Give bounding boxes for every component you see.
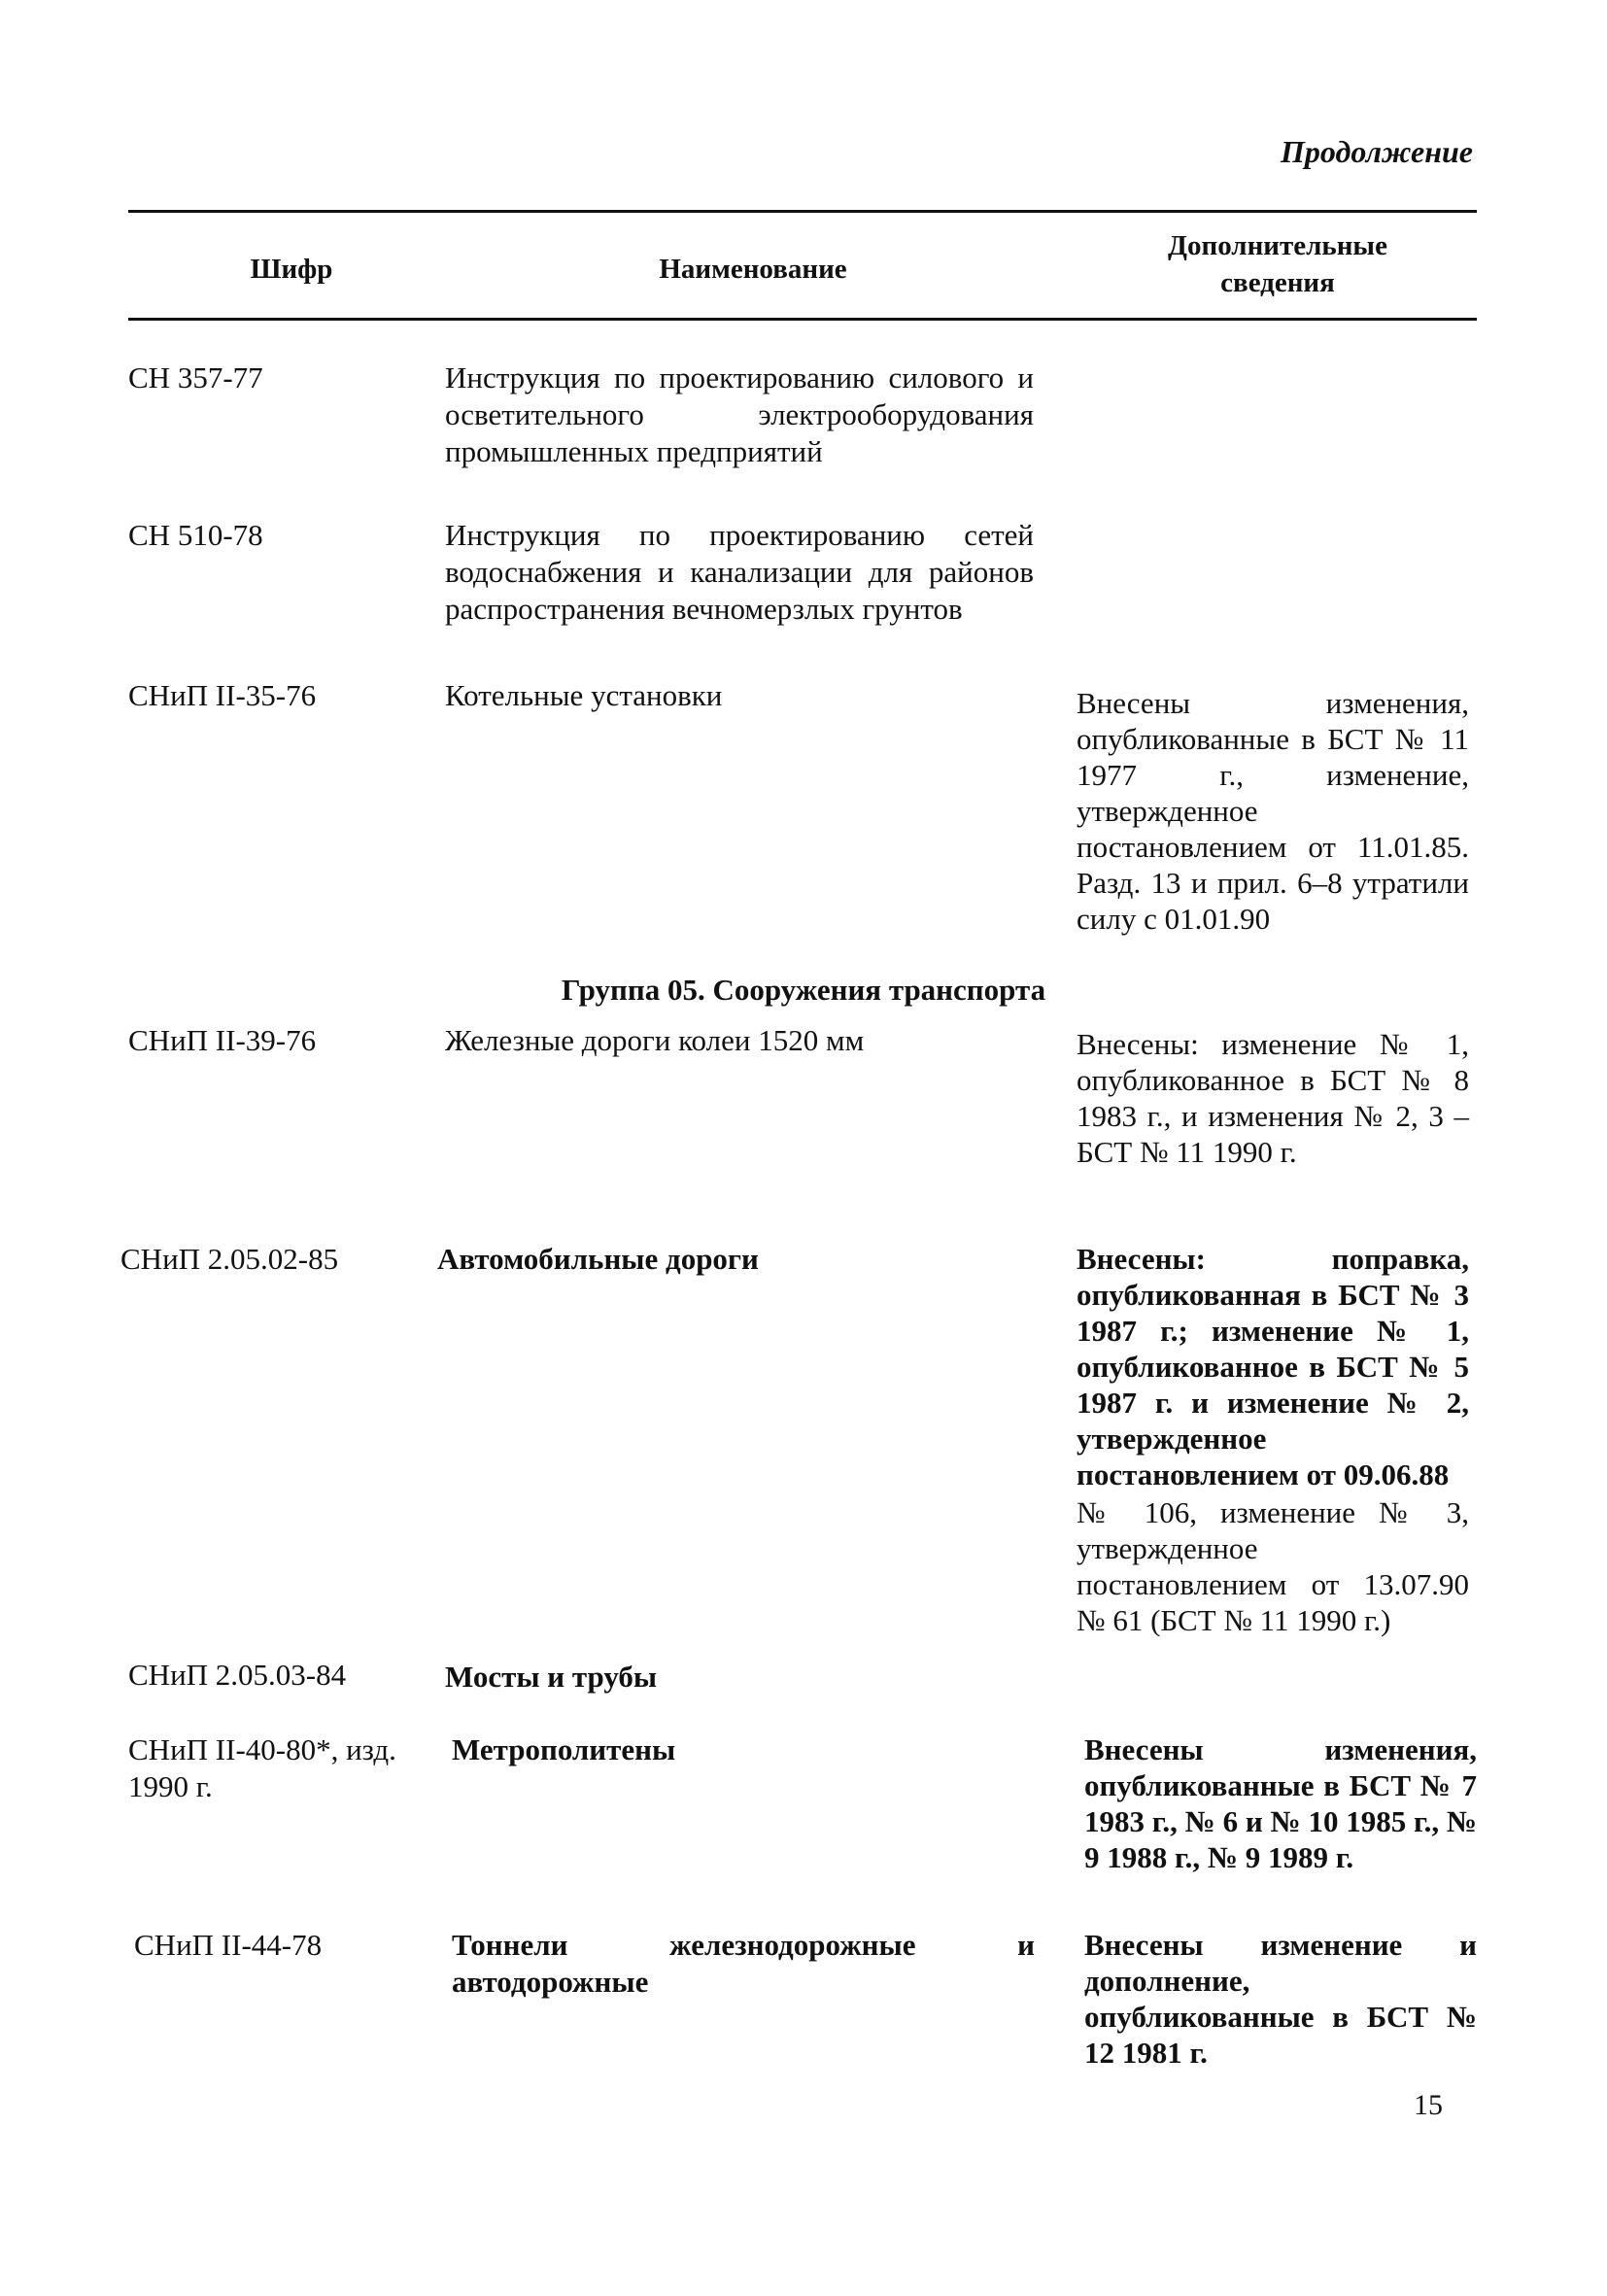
row-5-code: СНиП 2.05.02-85 [120,1242,339,1276]
header-code: Шифр [250,254,333,285]
row-2-name: Инструкция по проектированию сетей водоснабжения и канализации для районов распространения вечномерзлых грунтов [445,518,1034,626]
row-6-name: Мосты и трубы [445,1660,658,1694]
row-4-name: Железные дороги колеи 1520 мм [445,1023,865,1057]
header-bottom-rule [128,318,1477,321]
row-5-info-bold: Внесены: поправка, опубликованная в БСТ № 3 1987 г.; изменение № 1, опубликованное в БСТ № 5 1987 г. и изменение № 2, утвержденное постановлением от 09.06.88 [1077,1242,1469,1491]
row-1-name: Инструкция по проектированию силового и осветительного электрооборудования промышленных предприятий [445,360,1034,468]
row-7-name: Метрополитены [452,1732,676,1766]
continuation-label: Продолжение [1281,134,1473,169]
table-top-rule [128,210,1477,213]
page-number: 15 [1414,2089,1443,2121]
group-heading: Группа 05. Сооружения транспорта [561,973,1046,1007]
row-4-info: Внесены: изменение № 1, опубликованное в БСТ № 8 1983 г., и изменения № 2, 3 – БСТ № 11 1990 г. [1077,1027,1469,1169]
row-3-info: Внесены изменения, опубликованные в БСТ № 11 1977 г., изменение, утвержденное постановлением от 11.01.85. Разд. 13 и прил. 6–8 утратили силу с 01.01.90 [1077,686,1469,936]
row-5-name: Автомобильные дороги [437,1242,759,1276]
row-7-code: СНиП II-40-80*, изд. 1990 г. [128,1732,396,1803]
row-2-code: СН 510-78 [128,518,263,552]
row-5-info: № 106, изменение № 3, утвержденное постановлением от 13.07.90 № 61 (БСТ № 11 1990 г.) [1077,1495,1469,1637]
row-8-name: Тоннели железнодорожные и автодорожные [452,1928,1035,1999]
header-info: Дополнительные сведения [1168,230,1387,298]
row-1-code: СН 357-77 [128,360,263,394]
header-name: Наименование [659,254,847,285]
row-4-code: СНиП II-39-76 [128,1023,317,1057]
row-6-code: СНиП 2.05.03-84 [128,1658,347,1692]
row-3-name: Котельные установки [445,678,723,712]
row-7-info: Внесены изменения, опубликованные в БСТ № 7 1983 г., № 6 и № 10 1985 г., № 9 1988 г., № 9 1989 г. [1084,1732,1477,1874]
row-8-code: СНиП II-44-78 [134,1928,323,1962]
row-8-info: Внесены изменение и дополнение, опубликованные в БСТ № 12 1981 г. [1084,1928,1477,2070]
row-3-code: СНиП II-35-76 [128,678,317,712]
